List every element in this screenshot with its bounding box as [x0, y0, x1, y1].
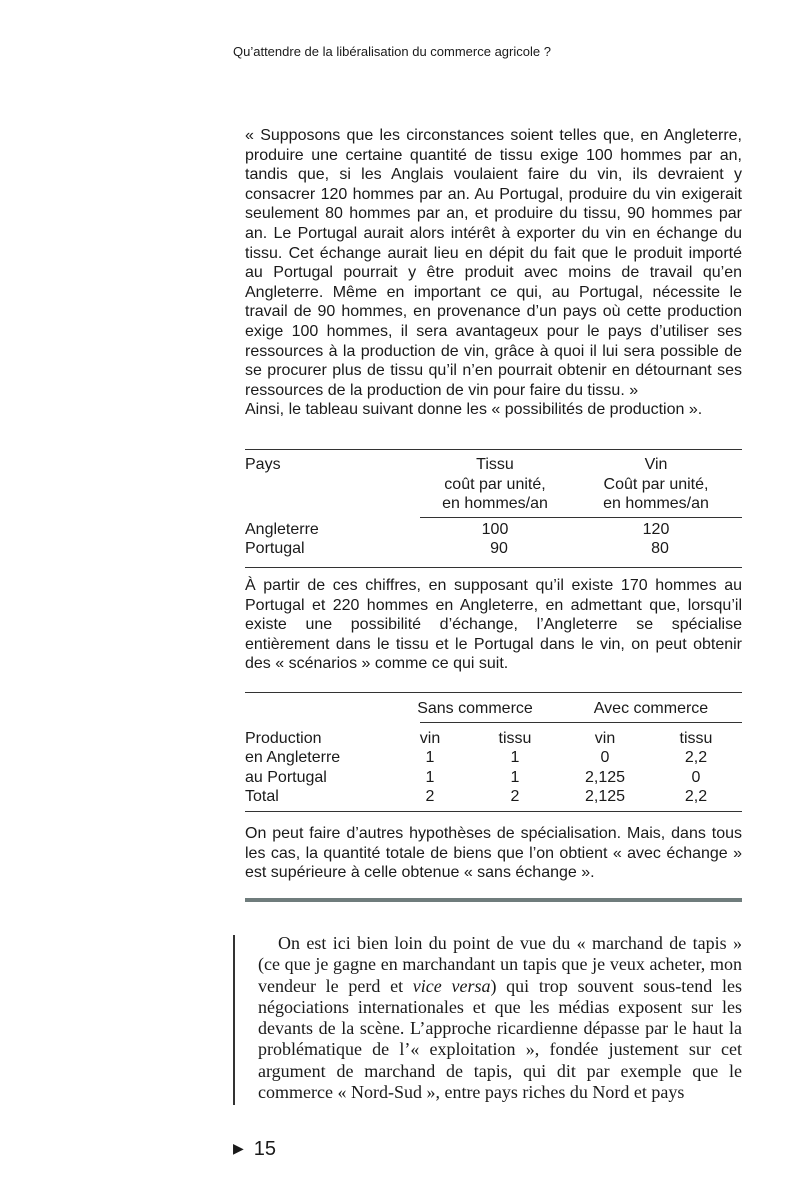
cell: 2,2 [684, 788, 708, 806]
cell: 2,125 [584, 768, 626, 786]
table1-sub-rule [420, 517, 742, 518]
cell: en Angleterre [245, 749, 341, 767]
body-italic: vice versa [412, 975, 491, 996]
cell: 2,125 [584, 788, 626, 806]
cell: 1 [510, 768, 520, 786]
group-sans-commerce: Sans commerce [417, 700, 533, 717]
cell: 2,2 [684, 749, 708, 767]
page-footer [233, 1138, 276, 1161]
cell: Portugal [245, 540, 305, 558]
cell: 120 [642, 520, 670, 538]
cell: vin [419, 729, 441, 747]
cell: 2 [425, 788, 435, 806]
cell: Production [245, 729, 322, 747]
triangle-marker-icon: ▶ [233, 1140, 244, 1156]
ricardo-quote-block [245, 126, 742, 420]
scenarios-table [245, 699, 742, 807]
page-number: 15 [253, 1138, 277, 1160]
table-subheader [245, 729, 742, 749]
header-vin-sub1: Coût par unité, [603, 475, 709, 493]
table2-top-rule [245, 692, 742, 693]
cell: vin [594, 729, 616, 747]
table1-intro: Ainsi, le tableau suivant donne les « possibilités de production ». [245, 401, 703, 419]
cell: 1 [510, 749, 520, 767]
cell: 90 [490, 540, 508, 558]
cell: 0 [691, 768, 701, 786]
margin-bar [233, 935, 235, 1105]
cell: tissu [679, 729, 713, 747]
table-row [245, 520, 742, 540]
box-end-rule [245, 898, 742, 902]
cell: 80 [651, 540, 669, 558]
table-row [245, 768, 742, 788]
cell: 2 [510, 788, 520, 806]
cell: 100 [481, 520, 509, 538]
cell: 0 [600, 749, 610, 767]
body-paragraph [258, 933, 742, 1103]
table-row [245, 787, 742, 807]
header-pays: Pays [245, 456, 281, 473]
production-cost-table [245, 455, 742, 559]
header-tissu-sub2: en hommes/an [442, 495, 548, 513]
cell: Angleterre [245, 520, 319, 538]
table1-top-rule [245, 449, 742, 450]
header-vin-sub2: en hommes/an [603, 495, 709, 513]
table-row [245, 748, 742, 768]
para2: À partir de ces chiffres, en supposant qu’il existe 170 hommes au Portugal et 220 hommes en Angleterre, en admettant que, lorsqu’il existe une possibilité d’échange, l’Angleterre se spécialise entièrement dans le tissu et le Portugal dans le vin, on peut obtenir des « scénarios » comme ce qui suit. [245, 577, 742, 673]
body-text: On est ici bien loin du point de vue du « marchand de tapis » (ce que je gagne en marchandant un tapis que je veux acheter, mon vendeur le perd et [258, 933, 742, 996]
para3: On peut faire d’autres hypothèses de spécialisation. Mais, dans tous les cas, la quantité totale de biens que l’on obtient « avec échange » est supérieure à celle obtenue « sans échange ». [245, 825, 742, 882]
table-row [245, 539, 742, 559]
header-tissu: Tissu [476, 456, 514, 473]
body-text: ) qui trop souvent sous-tend les négociations internationales et que les médias exposent sur les devants de la scène. L’approche ricardienne dépasse par le haut la problématique de l’« exploitation », fondée justement sur cet argument de marchand de tapis, qui dit par exemple que le commerce « Nord-Sud », entre pays riches du Nord et pays [258, 975, 742, 1103]
cell: tissu [498, 729, 532, 747]
cell: 1 [425, 749, 435, 767]
group-avec-commerce: Avec commerce [593, 700, 709, 717]
cell: Total [245, 788, 279, 806]
cell: 1 [425, 768, 435, 786]
cell: au Portugal [245, 768, 327, 786]
header-vin: Vin [644, 456, 668, 473]
table2-sub-rule [420, 722, 742, 723]
header-tissu-sub1: coût par unité, [444, 475, 546, 493]
ricardo-quote: « Supposons que les circonstances soient telles que, en Angleterre, produire une certaine quantité de tissu exige 100 hommes par an, tandis que, si les Anglais voulaient faire du vin, ils devraient y consacrer 120 hommes par an. Au Portugal, produire du vin exigerait seulement 80 hommes par an, et produire du tissu, 90 hommes par an. Le Portugal aurait alors intérêt à exporter du vin en échange du tissu. Cet échange aurait lieu en dépit du fait que le produit importé au Portugal pourrait y être produit avec moins de travail qu’en Angleterre. Même en important ce qui, au Portugal, nécessite le travail de 90 hommes, en provenance d’un pays où cette production exige 100 hommes, il sera avantageux pour le pays d’utiliser ses ressources à la production de vin, grâce à quoi il lui sera possible de se procurer plus de tissu qu’il n’en pourrait obtenir en détournant ses ressources de la production de vin pour faire du tissu. » [245, 127, 742, 399]
table2-bottom-rule [245, 811, 742, 812]
table1-bottom-rule [245, 567, 742, 568]
running-header: Qu’attendre de la libéralisation du commerce agricole ? [233, 44, 551, 59]
